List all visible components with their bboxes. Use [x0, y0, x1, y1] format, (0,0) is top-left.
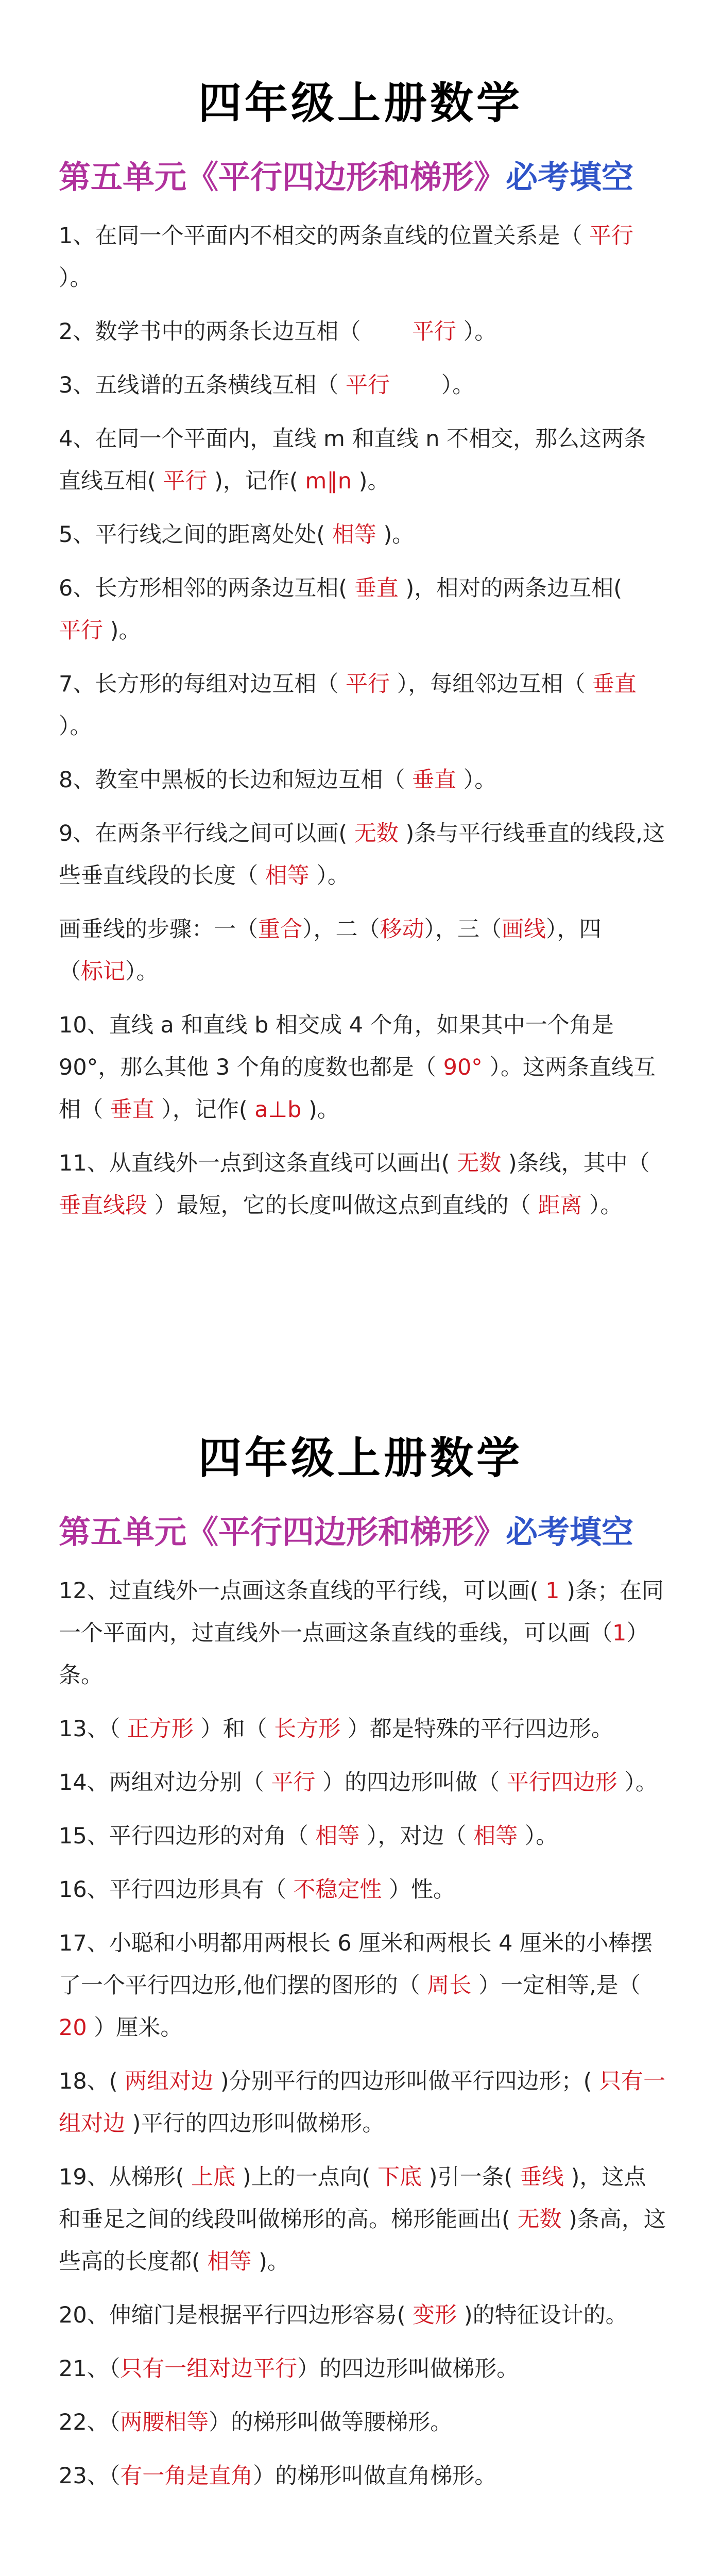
answer-text: 平行四边形	[506, 1770, 617, 1796]
question-text: 8、教室中黑板的长边和短边互相（	[59, 767, 413, 793]
answer-text: 变形	[413, 2302, 457, 2329]
answer-text: 垂直	[110, 1097, 154, 1123]
answer-text: 画线	[502, 917, 546, 943]
question-text: 10、直线 a 和直线 b 相交成 4 个角，如果其中一个角是 90°，那么其他 3 个角的度数也都是（	[59, 1012, 614, 1081]
question-text: 13、（	[59, 1716, 127, 1742]
question-text: )条与平行线垂直的线段,这些垂直线段的长度（	[59, 821, 665, 889]
question-text: )条高，这些高的长度都(	[59, 2207, 666, 2275]
question-item	[59, 1922, 666, 2049]
question-item	[59, 908, 666, 993]
question-item	[59, 663, 666, 748]
answer-text: 垂线	[519, 2164, 564, 2191]
unit-subtitle	[59, 158, 721, 196]
question-text: ），对边（	[359, 1823, 474, 1850]
question-text: 6、长方形相邻的两条边互相(	[59, 575, 354, 602]
answer-text: m∥n	[298, 468, 359, 495]
answer-text: 垂直线段	[59, 1193, 147, 1219]
answer-text: 周长	[427, 1973, 472, 1999]
question-text: 7、长方形的每组对边互相（	[59, 671, 346, 698]
question-item	[59, 2060, 666, 2145]
question-text: )，记作(	[214, 468, 298, 495]
question-text: ）一定相等,是（	[471, 1973, 641, 1999]
question-item	[59, 364, 666, 406]
question-text: )。	[103, 618, 141, 644]
answer-text: 相等	[207, 2249, 252, 2275]
answer-text: 上底	[191, 2164, 236, 2191]
question-text: 1、在同一个平面内不相交的两条直线的位置关系是（	[59, 223, 590, 249]
question-text: )。	[383, 522, 415, 548]
answer-text: 标记	[81, 959, 125, 985]
answer-text: a⊥b	[254, 1097, 302, 1123]
question-item	[59, 1869, 666, 1911]
answer-text: 平行	[346, 671, 390, 698]
question-item	[59, 418, 666, 502]
question-item	[59, 215, 666, 299]
question-text: 15、平行四边形的对角（	[59, 1823, 316, 1850]
page-title: 四年级上册数学	[198, 78, 523, 128]
question-text: )条线，其中（	[501, 1150, 650, 1177]
question-text: ）的四边形叫做梯形。	[297, 2356, 519, 2382]
answer-text: 相等	[473, 1823, 518, 1850]
question-text: ），四（	[59, 917, 602, 985]
answer-text: 20	[59, 2015, 87, 2041]
question-text: ）的梯形叫做等腰梯形。	[209, 2410, 453, 2436]
question-item	[59, 567, 666, 652]
answer-text: 垂直	[592, 671, 637, 698]
question-item	[59, 1815, 666, 1857]
answer-text: 无数	[517, 2207, 562, 2233]
question-text: 20、伸缩门是根据平行四边形容易(	[59, 2302, 413, 2329]
question-text: ）。	[582, 1193, 623, 1219]
answer-text: 相等	[265, 863, 310, 889]
answer-text: 平行	[368, 319, 457, 345]
question-item	[59, 514, 666, 556]
question-item	[59, 812, 666, 897]
question-text: ），二（	[302, 917, 380, 943]
unit-name: 第五单元《平行四边形和梯形》	[59, 1513, 506, 1551]
question-text: ）条。	[59, 1620, 649, 1689]
answer-text: 距离	[538, 1193, 582, 1219]
answer-text: 垂直	[354, 575, 399, 602]
question-text: 16、平行四边形具有（	[59, 1877, 294, 1903]
question-text: )平行的四边形叫做梯形。	[125, 2111, 385, 2137]
question-text: )。	[358, 468, 390, 495]
question-text: ）。	[518, 1823, 558, 1850]
unit-name: 第五单元《平行四边形和梯形》	[59, 158, 506, 196]
answer-text: 有一角是直角	[120, 2463, 253, 2489]
question-text: 5、平行线之间的距离处处(	[59, 522, 325, 548]
question-text: ）。	[456, 767, 497, 793]
answer-text: 平行	[271, 1770, 316, 1796]
question-item	[59, 1004, 666, 1131]
question-text: 21、（	[59, 2356, 121, 2382]
answer-text: 1	[545, 1578, 560, 1604]
answer-text: 下底	[377, 2164, 422, 2191]
question-text: ）性。	[382, 1877, 456, 1903]
question-text: 19、从梯形(	[59, 2164, 192, 2191]
answer-text: 无数	[354, 821, 399, 847]
question-item	[59, 311, 666, 353]
answer-text: 相等	[315, 1823, 360, 1850]
question-text: ）的梯形叫做直角梯形。	[253, 2463, 497, 2489]
answer-text: 平行	[346, 372, 435, 399]
question-text: )。	[301, 1097, 339, 1123]
answer-text: 平行	[156, 468, 215, 495]
question-text: )条；在同一个平面内，过直线外一点画这条直线的垂线，可以画（	[59, 1578, 664, 1647]
answer-text: 垂直	[412, 767, 457, 793]
question-text: ）厘米。	[87, 2015, 183, 2041]
answer-text: 两组对边	[125, 2069, 214, 2095]
question-item	[59, 1708, 666, 1750]
answer-text: 两腰相等	[120, 2410, 209, 2436]
question-list	[0, 1570, 721, 2497]
question-item	[59, 2348, 666, 2390]
question-item	[59, 2401, 666, 2444]
must-test-label: 必考填空	[506, 1513, 634, 1551]
question-text: ），记作(	[154, 1097, 255, 1123]
question-text: )的特征设计的。	[457, 2302, 628, 2329]
question-text: ），每组邻边互相（	[390, 671, 592, 698]
answer-text: 只有一组对边	[59, 2069, 666, 2137]
question-text: )引一条(	[422, 2164, 520, 2191]
question-text: )，相对的两条边互相(	[398, 575, 623, 602]
answer-text: 移动	[380, 917, 424, 943]
worksheet-page-2	[0, 1432, 721, 2576]
question-text: 9、在两条平行线之间可以画(	[59, 821, 354, 847]
question-item	[59, 2455, 666, 2497]
question-item	[59, 1142, 666, 1227]
question-text: ）最短，它的长度叫做这点到直线的（	[147, 1193, 538, 1219]
question-text: ），三（	[424, 917, 502, 943]
question-item	[59, 1761, 666, 1804]
question-text: 17、小聪和小明都用两根长 6 厘米和两根长 4 厘米的小棒摆了一个平行四边形,他们摆的图形的（	[59, 1930, 653, 1999]
question-text: 23、（	[59, 2463, 121, 2489]
question-text: ）。	[59, 714, 92, 740]
answer-text: 不稳定性	[293, 1877, 382, 1903]
question-text: 14、两组对边分别（	[59, 1770, 271, 1796]
question-item	[59, 1570, 666, 1697]
question-text: ）。	[434, 372, 475, 399]
question-text: ）。	[456, 319, 497, 345]
question-text: ）。	[59, 265, 92, 292]
question-text: )，这点和垂足之间的线段叫做梯形的高。梯形能画出(	[59, 2164, 646, 2233]
answer-text: 90°	[443, 1055, 483, 1081]
answer-text: 平行	[589, 223, 634, 249]
answer-text: 只有一组对边平行	[120, 2356, 298, 2382]
question-text: ）都是特殊的平行四边形。	[340, 1716, 613, 1742]
question-text: ）。这两条直线互相（	[59, 1055, 656, 1123]
question-text: ）的四边形叫做（	[315, 1770, 507, 1796]
question-text: ）。	[309, 863, 350, 889]
answer-text: 重合	[258, 917, 302, 943]
question-text: 22、（	[59, 2410, 121, 2436]
answer-text: 1	[612, 1620, 627, 1647]
question-text: )分别平行的四边形叫做平行四边形；(	[213, 2069, 599, 2095]
question-text: 4、在同一个平面内，直线 m 和直线 n 不相交，那么这两条直线互相(	[59, 426, 646, 495]
question-text: ）和（	[193, 1716, 274, 1742]
answer-text: 正方形	[127, 1716, 194, 1742]
answer-text: 长方形	[274, 1716, 341, 1742]
unit-subtitle	[59, 1513, 721, 1551]
answer-text: 相等	[325, 522, 384, 548]
worksheet-page-1	[0, 77, 721, 1227]
answer-text: 平行	[59, 618, 103, 644]
question-text: 11、从直线外一点到这条直线可以画出(	[59, 1150, 457, 1177]
answer-text: 无数	[457, 1150, 502, 1177]
question-text: )上的一点向(	[235, 2164, 378, 2191]
question-text: )。	[251, 2249, 289, 2275]
question-item	[59, 759, 666, 801]
question-text: 2、数学书中的两条长边互相（	[59, 319, 368, 345]
question-list	[0, 215, 721, 1227]
question-text: 12、过直线外一点画这条直线的平行线，可以画(	[59, 1578, 546, 1604]
question-item	[59, 2156, 666, 2283]
page-title: 四年级上册数学	[198, 1433, 523, 1483]
question-text: 画垂线的步骤：一（	[59, 917, 258, 943]
question-text: 3、五线谱的五条横线互相（	[59, 372, 346, 399]
question-text: ）。	[125, 959, 159, 985]
question-item	[59, 2294, 666, 2336]
question-text: ）。	[617, 1770, 658, 1796]
must-test-label: 必考填空	[506, 158, 634, 196]
question-text: 18、(	[59, 2069, 125, 2095]
